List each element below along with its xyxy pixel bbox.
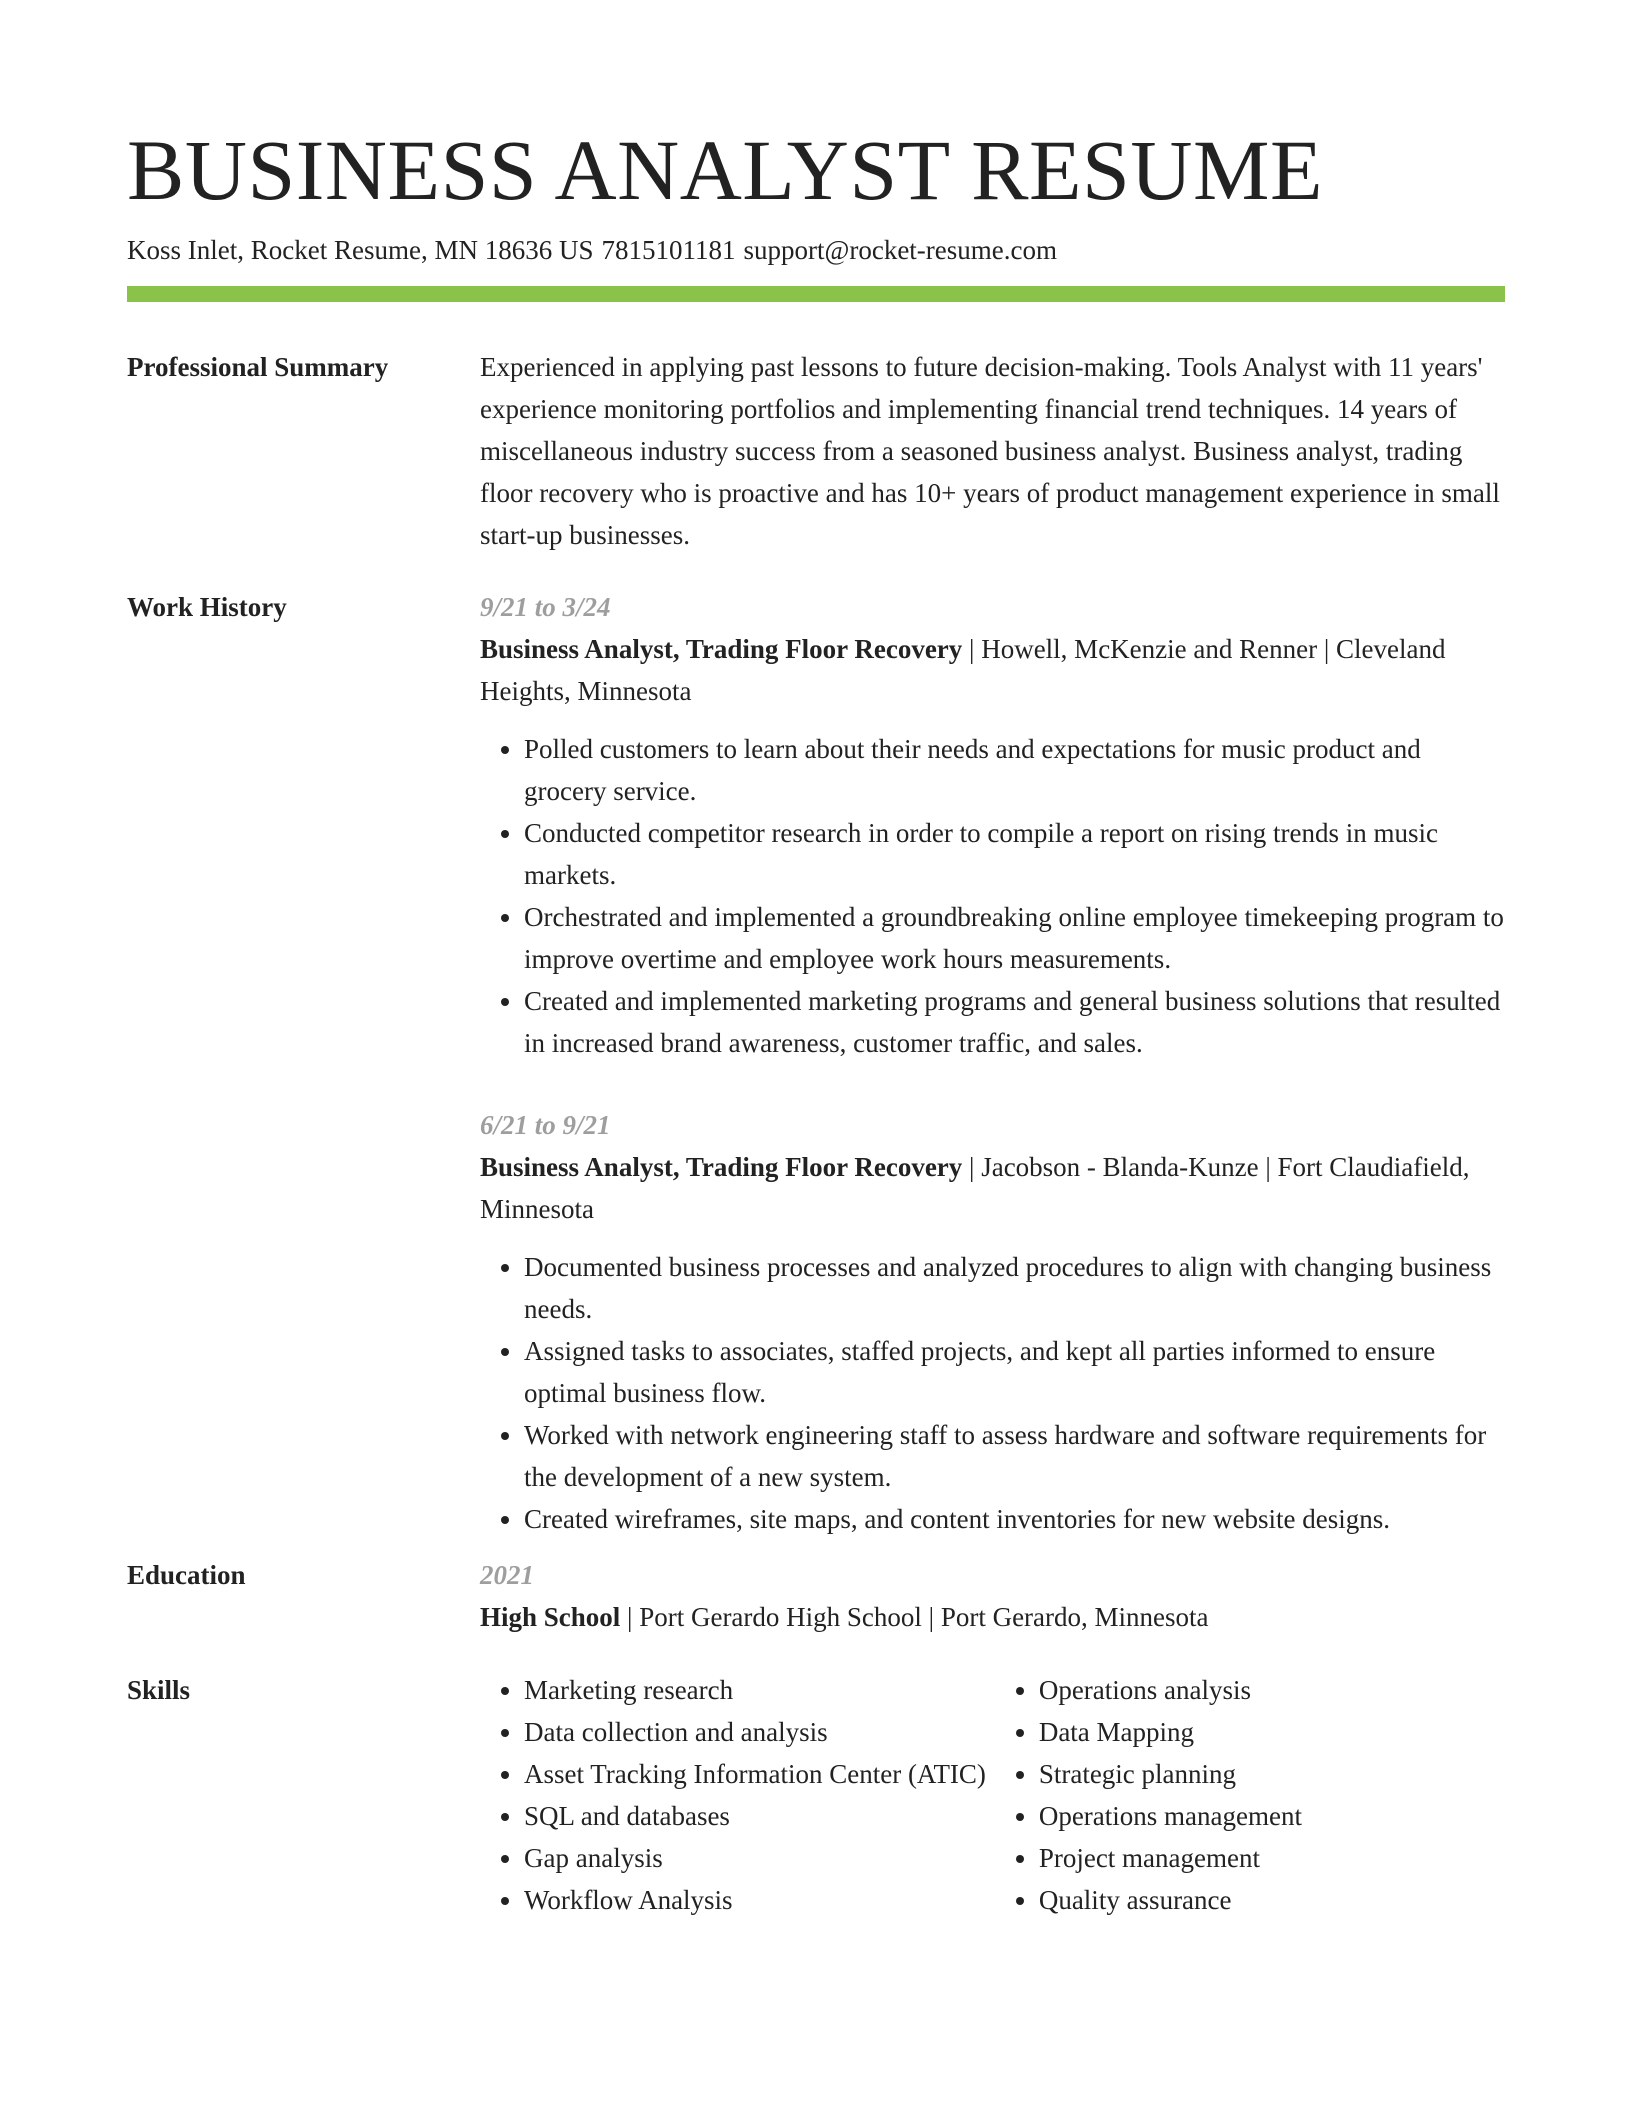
skill-item: • Strategic planning bbox=[1039, 1753, 1505, 1795]
skill-item: • Gap analysis bbox=[524, 1837, 995, 1879]
education-body bbox=[480, 1554, 1505, 1638]
skill-item: • Data collection and analysis bbox=[524, 1711, 995, 1753]
skills-list-right bbox=[995, 1669, 1505, 1921]
job-heading bbox=[480, 1146, 1505, 1230]
job-bullet: • Worked with network engineering staff to assess hardware and software requirements for the development of a new system. bbox=[524, 1414, 1505, 1498]
job-heading bbox=[480, 628, 1505, 712]
job-bullet: • Created and implemented marketing programs and general business solutions that resulted in increased brand awareness, customer traffic, and sales. bbox=[524, 980, 1505, 1064]
header-divider bbox=[127, 286, 1505, 302]
skill-item: • Data Mapping bbox=[1039, 1711, 1505, 1753]
job-bullet: • Documented business processes and analyzed procedures to align with changing business needs. bbox=[524, 1246, 1505, 1330]
job-bullet: • Assigned tasks to associates, staffed projects, and kept all parties informed to ensure optimal business flow. bbox=[524, 1330, 1505, 1414]
summary-text: Experienced in applying past lessons to future decision-making. Tools Analyst with 11 years' experience monitoring portfolios and implementing financial trend techniques. 14 years of miscellaneous industry success from a seasoned business analyst. Business analyst, trading floor recovery who is proactive and has 10+ years of product management experience in small start-up businesses. bbox=[480, 352, 1500, 550]
contact-email: support@rocket-resume.com bbox=[743, 235, 1058, 265]
skill-item: • Workflow Analysis bbox=[524, 1879, 995, 1921]
education-degree: High School bbox=[480, 1602, 621, 1632]
education-year: 2021 bbox=[480, 1560, 534, 1590]
contact-address: Koss Inlet, Rocket Resume, MN 18636 US bbox=[127, 235, 594, 265]
skill-item: • Quality assurance bbox=[1039, 1879, 1505, 1921]
contact-phone: 7815101181 bbox=[601, 235, 736, 265]
job-bullet: • Created wireframes, site maps, and content inventories for new website designs. bbox=[524, 1498, 1505, 1540]
summary-body bbox=[480, 346, 1505, 556]
education-details: | Port Gerardo High School | Port Gerardo, Minnesota bbox=[620, 1602, 1209, 1632]
skills-label: Skills bbox=[127, 1675, 191, 1705]
job-entry bbox=[480, 1104, 1505, 1540]
job-title: Business Analyst, Trading Floor Recovery bbox=[480, 1152, 963, 1182]
education-heading bbox=[480, 1596, 1505, 1638]
job-details: | Howell, McKenzie and Renner | Cleveland Heights, Minnesota bbox=[480, 634, 1446, 706]
resume-title: BUSINESS ANALYST RESUME bbox=[127, 122, 1323, 218]
summary-label: Professional Summary bbox=[127, 352, 389, 382]
skill-item: • SQL and databases bbox=[524, 1795, 995, 1837]
job-dates: 9/21 to 3/24 bbox=[480, 592, 611, 622]
skill-item: • Asset Tracking Information Center (ATIC) bbox=[524, 1753, 995, 1795]
job-bullets bbox=[480, 1246, 1505, 1540]
job-entry bbox=[480, 586, 1505, 1064]
job-dates: 6/21 to 9/21 bbox=[480, 1110, 611, 1140]
job-bullet: • Polled customers to learn about their needs and expectations for music product and grocery service. bbox=[524, 728, 1505, 812]
skills-columns bbox=[480, 1669, 1505, 1921]
skill-item: • Operations management bbox=[1039, 1795, 1505, 1837]
job-details: | Jacobson - Blanda-Kunze | Fort Claudiafield, Minnesota bbox=[480, 1152, 1470, 1224]
job-bullets bbox=[480, 728, 1505, 1064]
job-title: Business Analyst, Trading Floor Recovery bbox=[480, 634, 963, 664]
skill-item: • Project management bbox=[1039, 1837, 1505, 1879]
work-label: Work History bbox=[127, 592, 287, 622]
work-body bbox=[480, 586, 1505, 1540]
skills-body bbox=[480, 1669, 1505, 1921]
skill-item: • Operations analysis bbox=[1039, 1669, 1505, 1711]
skills-list-left bbox=[480, 1669, 995, 1921]
education-label: Education bbox=[127, 1560, 246, 1590]
skill-item: • Marketing research bbox=[524, 1669, 995, 1711]
contact-line bbox=[127, 230, 1057, 270]
job-bullet: • Orchestrated and implemented a groundbreaking online employee timekeeping program to improve overtime and employee work hours measurements. bbox=[524, 896, 1505, 980]
job-bullet: • Conducted competitor research in order to compile a report on rising trends in music markets. bbox=[524, 812, 1505, 896]
